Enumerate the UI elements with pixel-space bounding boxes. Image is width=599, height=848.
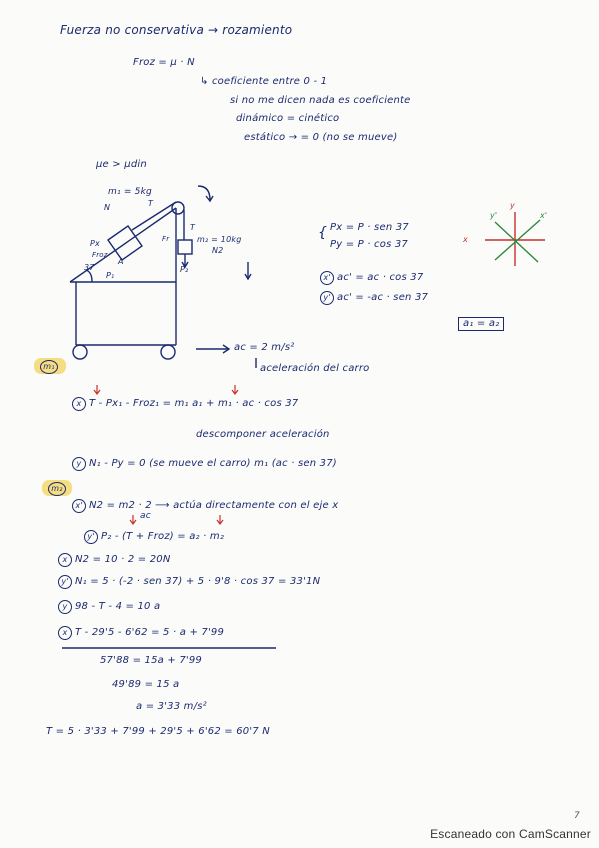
m2-eq-y xyxy=(84,530,224,544)
m1-eq-x xyxy=(72,397,298,411)
diagram-froz-label: Froz xyxy=(92,251,108,259)
py-decomp: Py = P · cos 37 xyxy=(330,239,408,250)
calc-line-4 xyxy=(58,626,224,640)
m2-eq-x xyxy=(72,499,338,513)
dinamico-line: dinámico = cinético xyxy=(236,113,340,124)
froz-formula: Froz = μ · N xyxy=(133,57,195,68)
m1-section-tag xyxy=(40,360,61,374)
descomponer-note: descomponer aceleración xyxy=(196,429,330,440)
calc-4-text: T - 29'5 - 6'62 = 5 · a + 7'99 xyxy=(75,627,225,638)
diagram-p1-label: P₁ xyxy=(106,271,115,280)
calc-4-tag: x xyxy=(58,626,72,640)
calc-3-tag: y xyxy=(58,600,72,614)
calc-1-tag: x xyxy=(58,553,72,567)
m2-eq-y-text: P₂ - (T + Froz) = a₂ · m₂ xyxy=(101,531,225,542)
m2-eq-x-text: N2 = m2 · 2 ⟶ actúa directamente con el eje x xyxy=(89,500,339,511)
page-title: Fuerza no conservativa → rozamiento xyxy=(60,23,293,37)
calc-line-7: a = 3'33 m/s² xyxy=(136,701,207,712)
block-m2 xyxy=(178,240,192,254)
right-wheel xyxy=(161,345,175,359)
diagram-px-label: Px xyxy=(90,239,100,248)
diagram-a-label: A xyxy=(118,257,124,266)
m2-eq-x-tag: x' xyxy=(72,499,86,513)
page-mark: 7 xyxy=(574,811,580,821)
m1-eq-x-text: T - Px₁ - Froz₁ = m₁ a₁ + m₁ · ac · cos 37 xyxy=(89,398,299,409)
car-acceleration: ac = 2 m/s² xyxy=(234,342,295,353)
acy-tag: y' xyxy=(320,291,334,305)
calc-line-6: 49'89 = 15 a xyxy=(112,679,180,690)
m2-tag-circle: m₂ xyxy=(48,482,66,496)
m1-eq-x-tag: x xyxy=(72,397,86,411)
calc-2-tag: y' xyxy=(58,575,72,589)
m2-ac-label: ac xyxy=(140,511,151,521)
calc-line-3 xyxy=(58,600,160,614)
axis-x2-label: x' xyxy=(540,211,548,220)
diagram-m1-label: m₁ = 5kg xyxy=(108,187,152,197)
acx-decomp xyxy=(320,271,423,285)
axis-y2-label: y' xyxy=(490,211,498,220)
brace: { xyxy=(318,225,328,241)
left-wheel xyxy=(73,345,87,359)
diagram-angle-label: 37 xyxy=(84,263,95,272)
car-acceleration-label: aceleración del carro xyxy=(260,363,370,374)
a1-equals-a2: a₁ = a₂ xyxy=(458,317,504,331)
calc-line-2 xyxy=(58,575,320,589)
axis-x-label: x xyxy=(463,235,468,244)
diagram-n2-label: N2 xyxy=(212,246,224,255)
calc-line-5: 57'88 = 15a + 7'99 xyxy=(100,655,202,666)
m2-section-tag xyxy=(48,482,69,496)
m1-eq-y-tag: y xyxy=(72,457,86,471)
calc-line-8: T = 5 · 3'33 + 7'99 + 29'5 + 6'62 = 60'7 N xyxy=(46,726,270,737)
calc-line-1 xyxy=(58,553,171,567)
calc-3-text: 98 - T - 4 = 10 a xyxy=(75,601,161,612)
axis-y-label: y xyxy=(510,201,515,210)
diagram-t2-label: T xyxy=(190,223,196,232)
m1-tag-circle: m₁ xyxy=(40,360,58,374)
diagram-n-label: N xyxy=(104,203,111,212)
diagram-t-label: T xyxy=(148,199,154,208)
estatico-line: estático → = 0 (no se mueve) xyxy=(244,132,398,143)
acy-text: ac' = -ac · sen 37 xyxy=(337,292,429,303)
px-decomp: Px = P · sen 37 xyxy=(330,222,409,233)
acx-tag: x' xyxy=(320,271,334,285)
diagram-m2-label: m₂ = 10kg xyxy=(197,235,242,244)
m1-eq-y-text: N₁ - Py = 0 (se mueve el carro) m₁ (ac · sen 37) xyxy=(89,458,337,469)
diagram-fr-label: Fr xyxy=(162,235,170,243)
camscanner-watermark: Escaneado con CamScanner xyxy=(430,827,591,841)
nodicen-line: si no me dicen nada es coeficiente xyxy=(230,95,411,106)
m1-eq-y xyxy=(72,457,337,471)
calc-1-text: N2 = 10 · 2 = 20N xyxy=(75,554,171,565)
diagram-p2-label: P₂ xyxy=(180,265,189,274)
m2-eq-y-tag: y' xyxy=(84,530,98,544)
mu-comparison: μe > μdin xyxy=(96,159,147,170)
acy-decomp xyxy=(320,291,428,305)
coef-line: ↳ coeficiente entre 0 - 1 xyxy=(200,76,328,87)
acx-text: ac' = ac · cos 37 xyxy=(337,272,424,283)
calc-2-text: N₁ = 5 · (-2 · sen 37) + 5 · 9'8 · cos 37 = 33'1N xyxy=(75,576,321,587)
